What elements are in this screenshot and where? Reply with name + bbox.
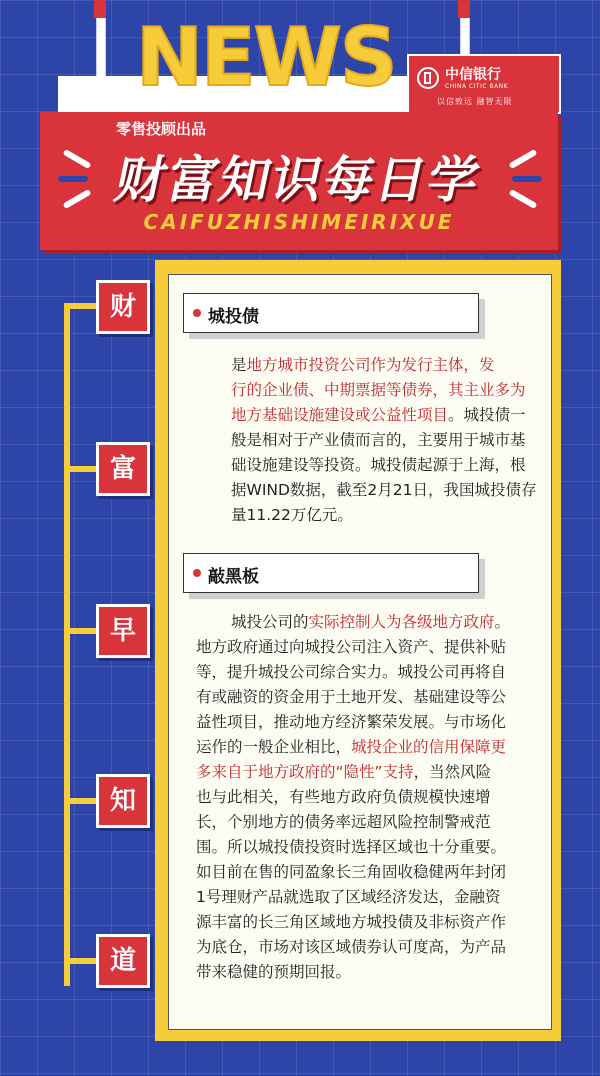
bank-logo-icon bbox=[417, 67, 439, 89]
text-line bbox=[196, 835, 554, 860]
title-pinyin: CAIFUZHISHIMEIRIXUE bbox=[143, 210, 455, 234]
sidebar-char-label: 富 bbox=[109, 454, 136, 484]
text-line bbox=[196, 735, 554, 760]
text-line bbox=[196, 685, 554, 710]
body-text: 带来稳健的预期回报。 bbox=[196, 963, 352, 981]
body-text: ，当然风险 bbox=[413, 763, 492, 781]
text-line bbox=[231, 453, 554, 478]
body-text: 等，提升城投公司综合实力。城投公司再将自 bbox=[196, 663, 507, 681]
section-heading-label: 城投债 bbox=[208, 307, 259, 327]
body-text: 。 bbox=[494, 613, 511, 631]
sidebar-char-cai bbox=[96, 280, 150, 334]
body-text: 有或融资的资金用于土地开发、基础建设等公 bbox=[196, 688, 507, 706]
timeline-branch bbox=[64, 303, 98, 309]
highlighted-text: 城投企业的信用保障更 bbox=[351, 738, 507, 756]
section-body bbox=[196, 353, 554, 528]
text-line bbox=[231, 353, 554, 378]
text-line bbox=[196, 860, 554, 885]
body-text: 是 bbox=[231, 356, 247, 374]
body-text: 如目前在售的同盈象长三角固收稳健两年封闭 bbox=[196, 863, 507, 881]
section-heading-qiaoheiban bbox=[183, 553, 479, 593]
body-text: 也与此相关，有些地方政府负债规模快速增 bbox=[196, 788, 491, 806]
body-text: 1号理财产品就选取了区域经济发达，金融资 bbox=[196, 888, 501, 906]
text-line bbox=[196, 610, 554, 635]
sidebar-char-label: 知 bbox=[109, 786, 136, 816]
highlighted-text: 地方城市投资公司作为发行主体，发 bbox=[246, 356, 495, 374]
bank-english-name: CHINA CITIC BANK bbox=[445, 83, 509, 90]
text-line bbox=[196, 660, 554, 685]
text-line bbox=[231, 378, 554, 403]
body-text: 为底仓，市场对该区域债券认可度高，为产品 bbox=[196, 938, 507, 956]
timeline-branch bbox=[64, 628, 98, 634]
highlighted-text: 实际控制人为各级地方政府 bbox=[308, 613, 495, 631]
timeline-branch bbox=[64, 798, 98, 804]
text-line bbox=[196, 910, 554, 935]
body-text: 益性项目，推动地方经济繁荣发展。与市场化 bbox=[196, 713, 507, 731]
text-line bbox=[231, 403, 554, 428]
bullet-dot-icon bbox=[193, 309, 201, 317]
hanger-left-tab bbox=[94, 0, 106, 18]
body-text: 础设施建设等投资。城投债起源于上海，根 bbox=[231, 456, 526, 474]
timeline-vertical bbox=[64, 306, 70, 986]
body-text: 地方政府通过向城投公司注入资产、提供补贴 bbox=[196, 638, 507, 656]
section-heading-label: 敲黑板 bbox=[208, 567, 259, 587]
text-line bbox=[196, 635, 554, 660]
sidebar-char-dao bbox=[96, 934, 150, 988]
body-text: 长，个别地方的债务率远超风险控制警戒范 bbox=[196, 813, 491, 831]
sidebar-char-label: 早 bbox=[109, 616, 136, 646]
text-line bbox=[196, 885, 554, 910]
hanger-right-tab bbox=[458, 0, 470, 18]
timeline-branch bbox=[64, 466, 98, 472]
timeline-branch bbox=[64, 958, 98, 964]
text-line bbox=[231, 428, 554, 453]
body-text: 城投公司的 bbox=[231, 613, 309, 631]
text-line bbox=[196, 935, 554, 960]
body-text: 围。所以城投债投资时选择区域也十分重要。 bbox=[196, 838, 507, 856]
body-text: 般是相对于产业债而言的，主要用于城市基 bbox=[231, 431, 526, 449]
main-title: 财富知识每日学 bbox=[109, 151, 487, 209]
text-line bbox=[231, 503, 554, 528]
sidebar-char-label: 财 bbox=[109, 292, 136, 322]
highlighted-text: 地方基础设施建设或公益性项目 bbox=[231, 406, 449, 424]
sidebar-char-label: 道 bbox=[109, 946, 136, 976]
section-body bbox=[196, 610, 554, 985]
body-text: 量11.22万亿元。 bbox=[231, 506, 353, 524]
sidebar-char-fu bbox=[96, 442, 150, 496]
body-text: 运作的一般企业相比， bbox=[196, 738, 352, 756]
body-text: 据WIND数据，截至2月21日，我国城投债存 bbox=[231, 481, 537, 499]
sidebar-char-zao bbox=[96, 604, 150, 658]
highlighted-text: 行的企业债、中期票据等债券，其主业多为 bbox=[231, 381, 526, 399]
bullet-dot-icon bbox=[193, 569, 201, 577]
body-text: 源丰富的长三角区域地方城投债及非标资产作 bbox=[196, 913, 507, 931]
section-heading-chengtouzhai bbox=[183, 293, 479, 333]
bank-slogan: 以信致远 融智无限 bbox=[437, 97, 513, 106]
bank-name: 中信银行 bbox=[445, 67, 501, 83]
sidebar-char-zhi bbox=[96, 774, 150, 828]
text-line bbox=[196, 810, 554, 835]
highlighted-text: 多来自于地方政府的“隐性”支持 bbox=[196, 763, 414, 781]
text-line bbox=[196, 710, 554, 735]
text-line bbox=[196, 960, 554, 985]
banner-subtitle: 零售投顾出品 bbox=[116, 120, 207, 138]
news-label: NEWS bbox=[136, 11, 396, 104]
body-text: 。城投债一 bbox=[448, 406, 526, 424]
text-line bbox=[196, 785, 554, 810]
text-line bbox=[196, 760, 554, 785]
text-line bbox=[231, 478, 554, 503]
bank-badge bbox=[407, 54, 561, 114]
